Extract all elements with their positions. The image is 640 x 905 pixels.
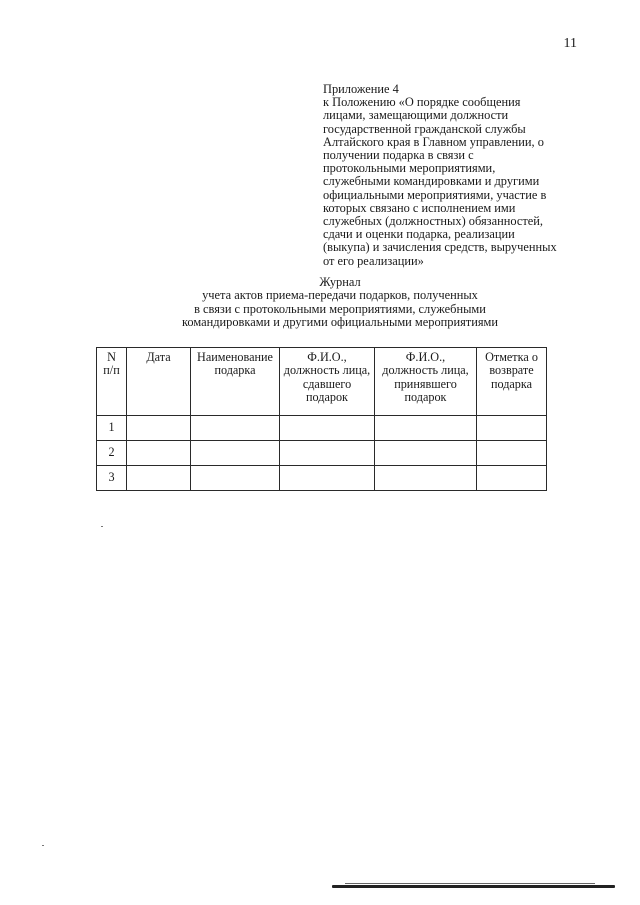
header-line: подарка <box>214 363 256 378</box>
appendix-line: государственной гражданской службы <box>323 121 526 136</box>
appendix-line: от его реализации» <box>323 253 424 268</box>
table-cell <box>127 416 191 441</box>
table-row <box>97 441 547 466</box>
header-line: подарок <box>306 390 348 405</box>
header-line: принявшего <box>394 376 457 391</box>
header-line: подарок <box>404 390 447 405</box>
appendix-line: сдачи и оценки подарка, реализации <box>323 227 515 242</box>
table-row <box>97 466 547 491</box>
table-cell <box>191 466 280 491</box>
table-row <box>97 416 547 441</box>
table-cell <box>477 441 547 466</box>
column-header-number <box>97 348 127 416</box>
table-cell <box>280 416 375 441</box>
table-cell <box>375 416 477 441</box>
header-line: должность лица, <box>382 363 469 378</box>
header-line: Наименование <box>197 350 273 364</box>
header-line: Ф.И.О., <box>405 350 446 364</box>
appendix-line: к Положению «О порядке сообщения <box>323 95 521 110</box>
appendix-line: Приложение 4 <box>323 82 399 96</box>
row-number-cell: 3 <box>97 466 127 491</box>
row-number-cell: 1 <box>97 416 127 441</box>
appendix-line: официальными мероприятиями, участие в <box>323 187 547 202</box>
table-cell <box>280 441 375 466</box>
appendix-reference-block <box>323 83 585 268</box>
journal-subtitle-line: в связи с протокольными мероприятиями, служебными <box>194 301 486 316</box>
table-cell <box>280 466 375 491</box>
page-number: 11 <box>563 36 577 51</box>
header-line: подарка <box>490 376 533 391</box>
header-line: Отметка о <box>485 350 538 364</box>
header-line: должность лица, <box>283 363 371 378</box>
journal-subtitle-line: командировками и другими официальными мероприятиями <box>181 315 499 330</box>
column-header-date <box>127 348 191 416</box>
table-cell <box>477 416 547 441</box>
appendix-line: служебными командировками и другими <box>323 174 540 189</box>
scan-speck <box>42 845 44 846</box>
table-cell <box>191 441 280 466</box>
header-line: N <box>107 350 116 364</box>
journal-title: Журнал <box>319 275 361 289</box>
column-header-handed-over-by <box>280 348 375 416</box>
scan-edge-line <box>345 883 595 884</box>
table-cell <box>191 416 280 441</box>
journal-subtitle-line: учета актов приема-передачи подарков, полученных <box>202 288 478 303</box>
appendix-line: которых связано с исполнением ими <box>323 200 516 215</box>
table-cell <box>127 466 191 491</box>
table-cell <box>375 441 477 466</box>
appendix-line: протокольными мероприятиями, <box>323 161 496 176</box>
header-line: сдавшего <box>302 376 352 391</box>
table-cell <box>477 466 547 491</box>
appendix-line: (выкупа) и зачисления средств, вырученных <box>323 240 557 255</box>
header-line: Ф.И.О., <box>307 350 347 364</box>
journal-table <box>96 347 547 491</box>
column-header-return-mark <box>477 348 547 416</box>
appendix-line: Алтайского края в Главном управлении, о <box>323 134 544 149</box>
header-line: возврате <box>489 363 534 378</box>
row-number-cell: 2 <box>97 441 127 466</box>
header-line: п/п <box>103 363 120 378</box>
header-line: Дата <box>146 350 171 364</box>
appendix-line: служебных (должностных) обязанностей, <box>323 214 543 229</box>
scan-speck <box>101 526 103 527</box>
scan-edge-line <box>332 885 615 888</box>
column-header-received-by <box>375 348 477 416</box>
journal-heading <box>100 276 580 330</box>
column-header-gift-name <box>191 348 280 416</box>
appendix-line: получении подарка в связи с <box>323 148 474 163</box>
table-cell <box>375 466 477 491</box>
table-cell <box>127 441 191 466</box>
table-header-row <box>97 348 547 416</box>
appendix-line: лицами, замещающими должности <box>323 108 509 123</box>
